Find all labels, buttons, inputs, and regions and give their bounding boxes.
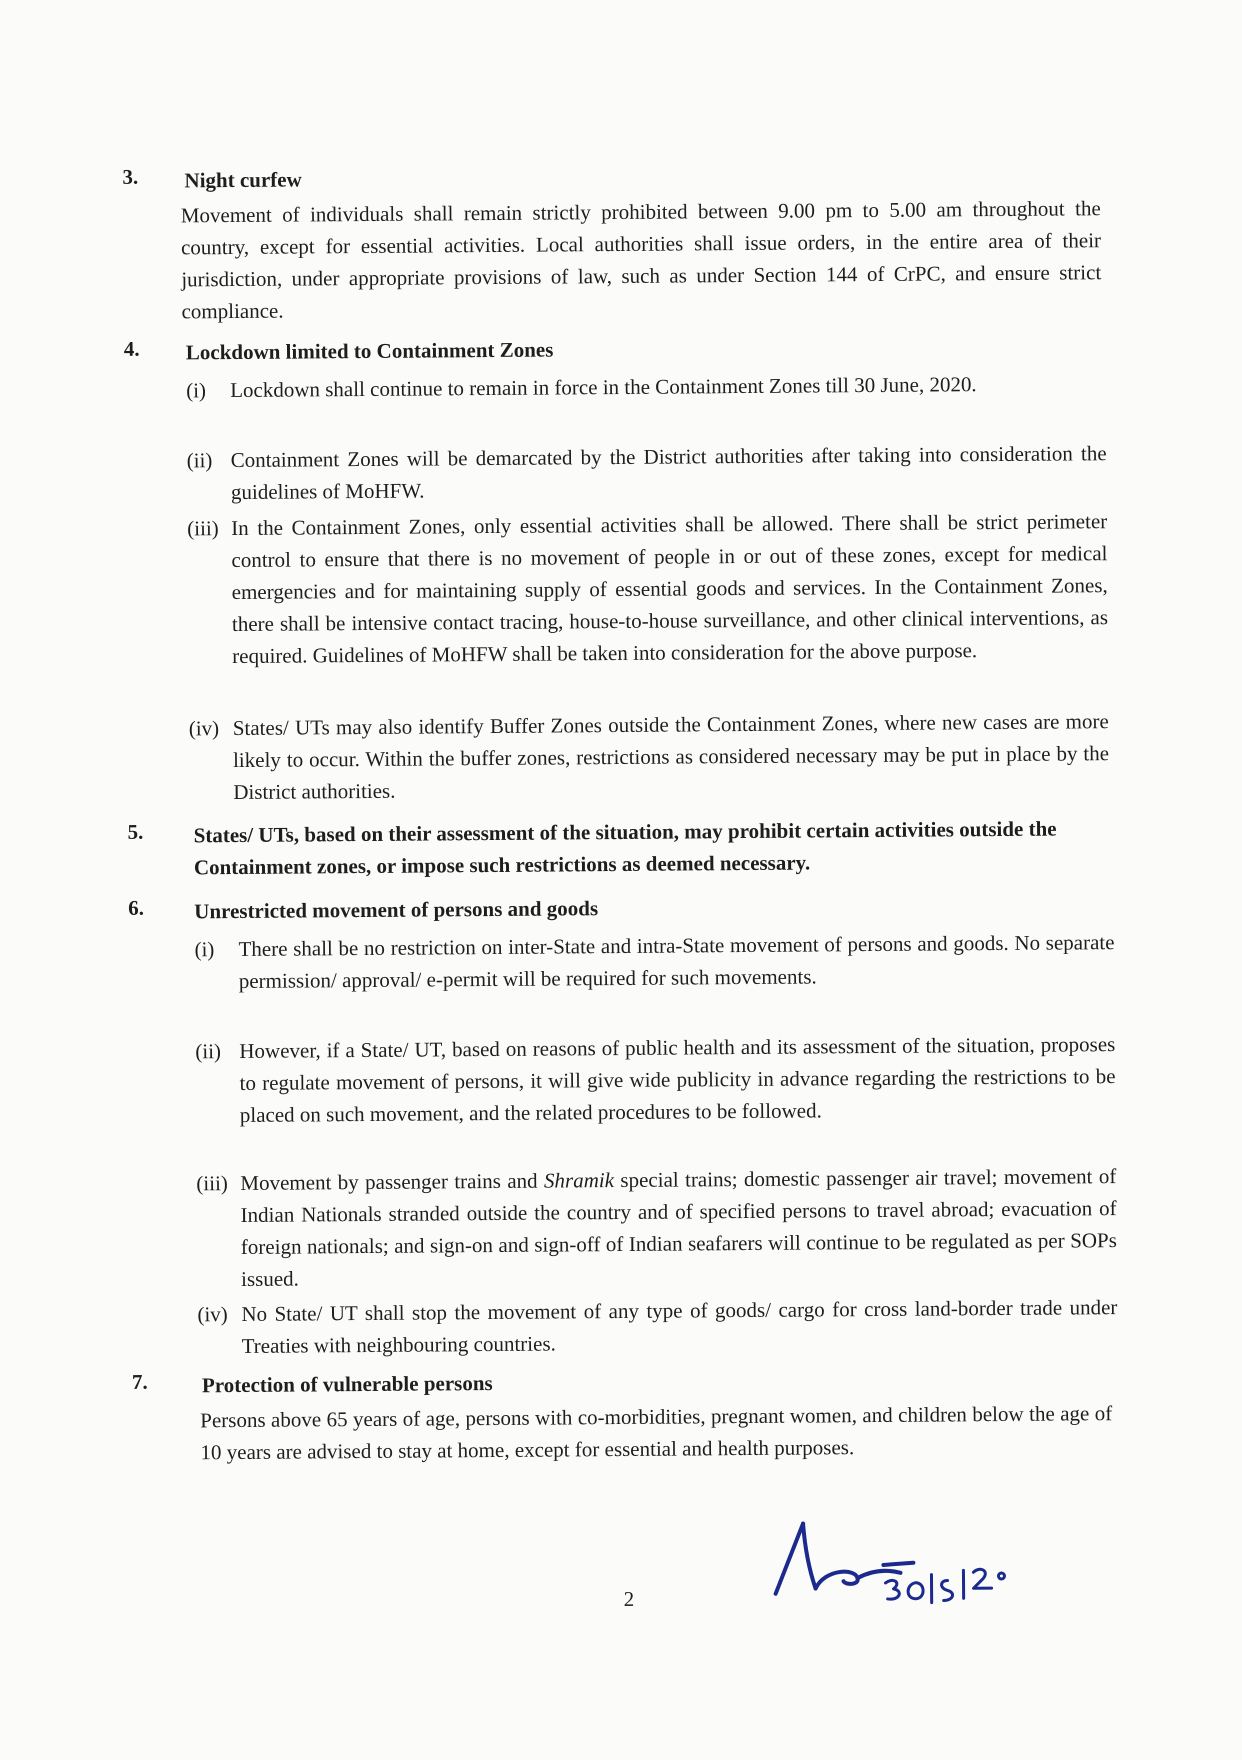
page-number: 2 [623, 1586, 635, 1611]
item-text: In the Containment Zones, only essential activities shall be allowed. There shall be strict perimeter control to ensure that there is no movement of people in or out of these zones, except for medical emergencies and for maintaining supply of essential goods and services. In the Containment Zones, there shall be intensive contact tracing, house-to-house surveillance, and other clinical interventions, as required. Guidelines of MoHFW shall be taken into consideration for the above purpose. [231, 509, 1109, 669]
item-text [240, 1160, 1117, 1295]
item-text-part: special trains; domestic passenger air travel; movement of Indian Nationals stranded outside the country and of specified persons to travel abroad; evacuation of foreign nationals; and sign-on and sign-off of Indian seafarers will continue to be regulated as per SOPs issued. [240, 1164, 1117, 1291]
item-label: (ii) [195, 1039, 222, 1064]
list-item [187, 437, 1107, 508]
section-number: 7. [131, 1369, 148, 1394]
list-item [195, 1028, 1116, 1131]
section-heading: States/ UTs, based on their assessment of the situation, may prohibit certain activities outside the Containment zones, or impose such restrictions as deemed necessary. [193, 816, 1057, 880]
item-label: (ii) [186, 448, 213, 473]
section-lockdown [123, 329, 1110, 805]
item-label: (iii) [187, 516, 219, 541]
item-label: (iii) [196, 1171, 228, 1196]
section-number: 5. [127, 819, 144, 844]
item-label: (i) [194, 937, 215, 962]
item-label: (i) [186, 378, 207, 403]
item-text: Lockdown shall continue to remain in force in the Containment Zones till 30 June, 2020. [230, 372, 977, 403]
section-heading: Lockdown limited to Containment Zones [185, 337, 554, 365]
list-item [194, 926, 1114, 997]
item-text: Containment Zones will be demarcated by the District authorities after taking into consideration the guidelines of MoHFW. [230, 441, 1107, 505]
item-text: However, if a State/ UT, based on reasons of public health and its assessment of the situation, proposes to regulate movement of persons, it will give wide publicity in advance regarding the restrictions to be placed on such movement, and the related procedures to be followed. [239, 1032, 1116, 1127]
handwritten-signature [765, 1502, 1026, 1614]
section-heading: Protection of vulnerable persons [201, 1371, 493, 1398]
item-text: States/ UTs may also identify Buffer Zones outside the Containment Zones, where new cases are more likely to occur. Within the buffer zones, restrictions as considered necessary may be put in place by the District authorities. [232, 709, 1110, 805]
section-heading: Night curfew [184, 167, 302, 193]
section-number: 4. [123, 336, 140, 361]
section-night-curfew [122, 157, 1102, 324]
item-text: There shall be no restriction on inter-State and intra-State movement of persons and goods. No separate permission/ approval/ e-permit will be required for such movements. [238, 930, 1115, 993]
section-unrestricted-movement [128, 888, 1118, 1358]
item-text-part: Movement by passenger trains and [240, 1168, 545, 1195]
list-item [189, 705, 1110, 808]
item-label: (iv) [197, 1302, 228, 1327]
section-heading: Unrestricted movement of persons and goods [194, 896, 599, 924]
section-states-restrictions [127, 812, 1108, 880]
section-vulnerable-persons [131, 1362, 1113, 1465]
list-item [196, 1160, 1117, 1295]
list-item [187, 505, 1108, 672]
item-label: (iv) [188, 716, 220, 741]
section-number: 6. [128, 895, 145, 920]
section-paragraph: Movement of individuals shall remain strictly prohibited between 9.00 pm to 5.00 am throughout the country, except for essential activities. Local authorities shall issue orders, in the entire area of their jurisdiction, under appropriate provisions of law, such as under Section 144 of CrPC, and ensure strict compliance. [180, 196, 1102, 324]
section-paragraph: Persons above 65 years of age, persons with co-morbidities, pregnant women, and children below the age of 10 years are advised to stay at home, except for essential and health purposes. [200, 1401, 1113, 1465]
item-text-italic: Shramik [543, 1168, 615, 1193]
item-text: No State/ UT shall stop the movement of any type of goods/ cargo for cross land-border trade under Treaties with neighbouring countries. [241, 1295, 1118, 1358]
section-number: 3. [122, 164, 139, 189]
list-item [197, 1291, 1117, 1362]
list-item [186, 367, 1106, 406]
